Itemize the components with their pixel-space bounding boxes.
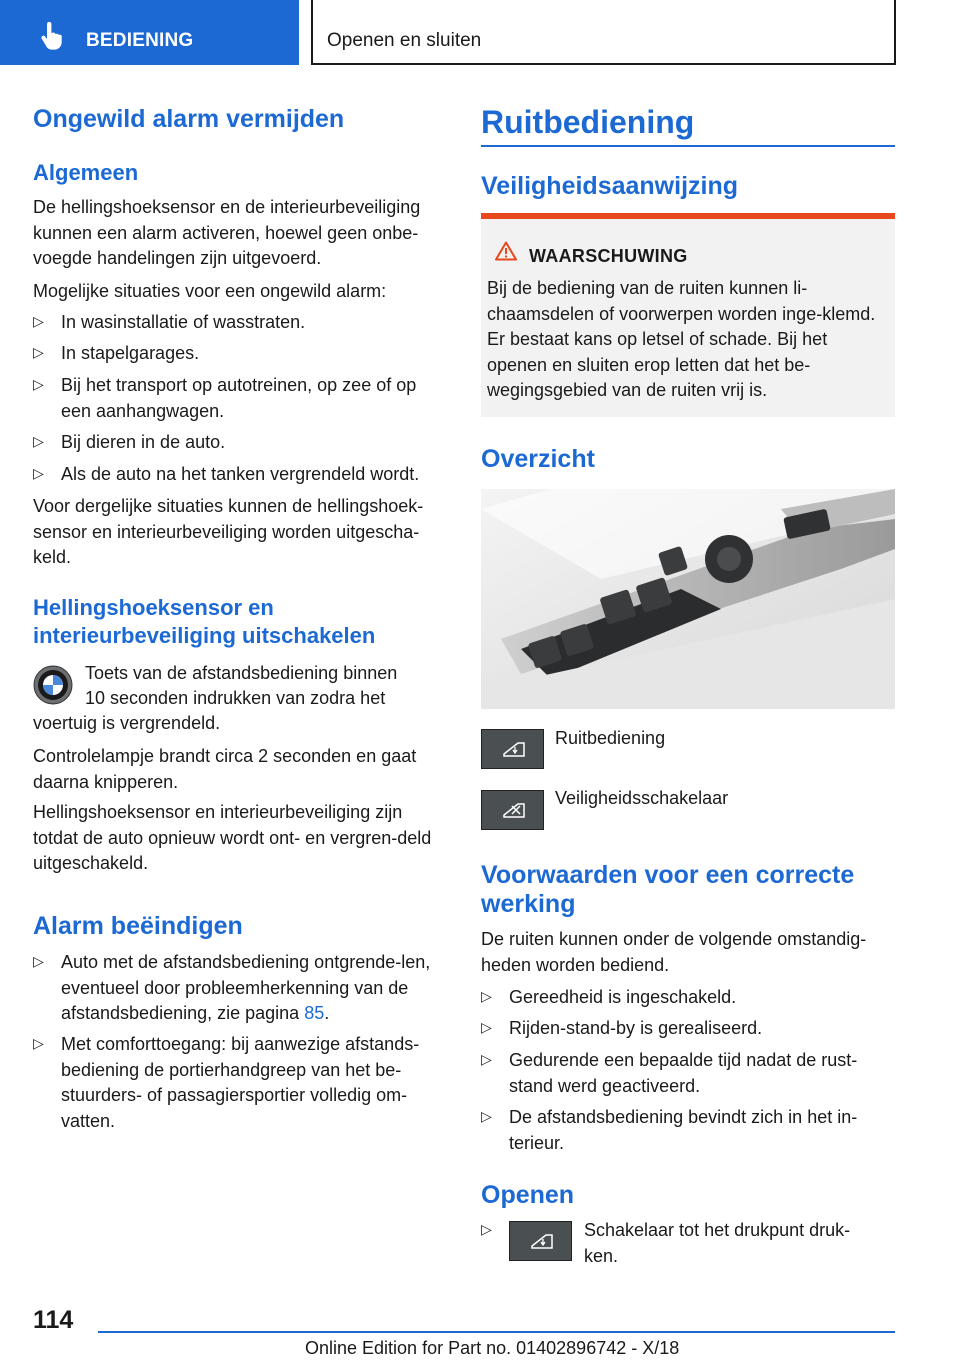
- paragraph: 10 seconden indrukken van zodra het: [85, 688, 386, 708]
- legend-label: Ruitbediening: [555, 728, 666, 748]
- warning-triangle-icon: [495, 241, 517, 261]
- list-item: ▷ Rijden-stand-by is gerealiseerd.: [481, 1016, 895, 1042]
- heading-veiligheid: Veiligheidsaanwijzing: [481, 172, 739, 200]
- list-item-text: .: [324, 1003, 330, 1023]
- list-item: ▷ Met comforttoegang: bij aanwezige afstands-bediening de portierhandgreep van het be-stuurders- of passagiersportier volledig om-vatten.: [33, 1032, 447, 1134]
- heading-openen: Openen: [481, 1181, 575, 1209]
- heading-rule: [481, 145, 895, 147]
- page-number: 114: [33, 1306, 74, 1334]
- footer-edition: Online Edition for Part no. 01402896742 - X/18: [305, 1338, 680, 1358]
- list-item-text: Auto met de afstandsbediening ontgrende-len, eventueel door probleemherkenning van de afstandsbediening, zie pagina: [61, 952, 431, 1023]
- list-item: [33, 950, 447, 1027]
- heading-voorwaarden-2: werking: [481, 890, 576, 918]
- list-item: ▷ Bij dieren in de auto.: [33, 430, 447, 456]
- warning-body: Bij de bediening van de ruiten kunnen li-chaamsdelen of voorwerpen worden inge-klemd. Er bestaat kans op letsel of schade. Bij het openen en sluiten erop letten dat het be-wegingsgebied van de ruiten vrij is.: [487, 278, 876, 400]
- paragraph: Hellingshoeksensor en interieurbeveiliging zijn totdat de auto opnieuw wordt ont- en vergren-deld uitgeschakeld.: [33, 802, 432, 873]
- window-switch-icon: [481, 729, 544, 769]
- paragraph: De ruiten kunnen onder de volgende omstandig-heden worden bediend.: [481, 929, 867, 975]
- warning-title: WAARSCHUWING: [529, 246, 688, 266]
- heading-uitschakelen-1: Hellingshoeksensor en: [33, 595, 274, 620]
- heading-ruitbediening: Ruitbediening: [481, 104, 695, 140]
- list-item: ▷ De afstandsbediening bevindt zich in het in-terieur.: [481, 1105, 895, 1156]
- paragraph: Controlelampje brandt circa 2 seconden en gaat daarna knipperen.: [33, 746, 417, 792]
- list-item: ▷ Gedurende een bepaalde tijd nadat de rust-stand werd geactiveerd.: [481, 1048, 895, 1099]
- list-item: ▷ Als de auto na het tanken vergrendeld wordt.: [33, 462, 447, 488]
- bmw-key-icon: [33, 665, 73, 705]
- window-switch-icon: [509, 1221, 572, 1261]
- legend-label: Veiligheidsschakelaar: [555, 788, 729, 808]
- list-item: ▷ In wasinstallatie of wasstraten.: [33, 310, 447, 336]
- chapter-title: Openen en sluiten: [327, 30, 482, 51]
- list-item: ▷ Gereedheid is ingeschakeld.: [481, 985, 895, 1011]
- chapter-header: [311, 0, 896, 65]
- list-item: Schakelaar tot het drukpunt druk-ken.: [584, 1220, 851, 1266]
- list-item: ▷ Bij het transport op autotreinen, op zee of op een aanhangwagen.: [33, 373, 447, 424]
- heading-alarm-beeindigen: Alarm beëindigen: [33, 912, 243, 940]
- paragraph: De hellingshoeksensor en de interieurbeveiliging kunnen een alarm activeren, hoewel geen onbe-voegde handelingen zijn uitgevoerd.: [33, 197, 421, 268]
- heading-uitschakelen-2: interieurbeveiliging uitschakelen: [33, 623, 376, 648]
- paragraph: Voor dergelijke situaties kunnen de hellingshoek-sensor en interieurbeveiliging worden uitgescha-keld.: [33, 496, 424, 567]
- pointing-hand-icon: [38, 22, 64, 50]
- paragraph: Mogelijke situaties voor een ongewild alarm:: [33, 281, 387, 301]
- footer-rule: [98, 1331, 895, 1333]
- warning-box: [481, 213, 895, 417]
- paragraph: voertuig is vergrendeld.: [33, 713, 221, 733]
- section-tab[interactable]: [0, 0, 299, 65]
- heading-algemeen: Algemeen: [33, 160, 139, 185]
- list-item: ▷ In stapelgarages.: [33, 341, 447, 367]
- heading-overzicht: Overzicht: [481, 445, 595, 473]
- door-panel-photo: [481, 489, 895, 709]
- heading-voorwaarden-1: Voorwaarden voor een correcte: [481, 861, 855, 889]
- heading-ongewild-alarm: Ongewild alarm vermijden: [33, 105, 345, 133]
- page-link[interactable]: 85: [304, 1003, 325, 1023]
- safety-switch-icon: [481, 790, 544, 830]
- paragraph: Toets van de afstandsbediening binnen: [85, 663, 398, 683]
- section-tab-label: BEDIENING: [86, 30, 194, 51]
